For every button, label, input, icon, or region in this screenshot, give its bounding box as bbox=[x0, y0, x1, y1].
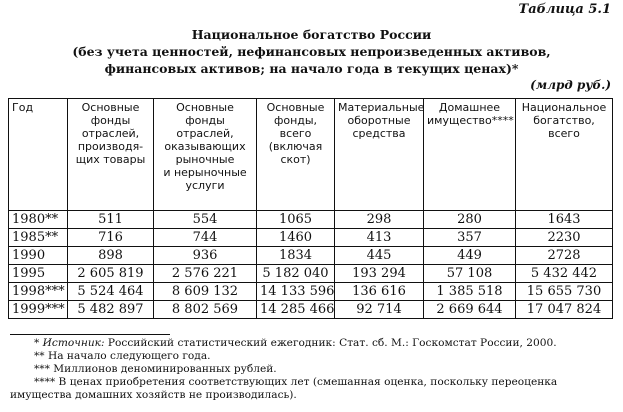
year-cell: 1999*** bbox=[9, 301, 68, 319]
header-production-funds: Основные фонды отраслей, производя- щих товары bbox=[68, 99, 154, 211]
value-cell: 2230 bbox=[516, 229, 613, 247]
footnotes bbox=[10, 337, 615, 402]
value-cell: 5 524 464 bbox=[68, 283, 154, 301]
value-cell: 936 bbox=[154, 247, 257, 265]
table-row bbox=[9, 283, 613, 301]
value-cell: 1834 bbox=[257, 247, 335, 265]
value-cell: 445 bbox=[335, 247, 424, 265]
units-label: (млрд руб.) bbox=[530, 78, 611, 92]
value-cell: 2 669 644 bbox=[424, 301, 516, 319]
year-cell: 1998*** bbox=[9, 283, 68, 301]
value-cell: 17 047 824 bbox=[516, 301, 613, 319]
year-cell: 1985** bbox=[9, 229, 68, 247]
header-year: Год bbox=[9, 99, 68, 211]
year-cell: 1990 bbox=[9, 247, 68, 265]
value-cell: 716 bbox=[68, 229, 154, 247]
value-cell: 57 108 bbox=[424, 265, 516, 283]
value-cell: 5 432 442 bbox=[516, 265, 613, 283]
value-cell: 136 616 bbox=[335, 283, 424, 301]
table-title bbox=[0, 26, 623, 77]
footnote-prices-cont: имущества домашних хозяйств не производилась). bbox=[10, 389, 297, 401]
value-cell: 298 bbox=[335, 211, 424, 229]
value-cell: 1460 bbox=[257, 229, 335, 247]
footnote-prices: **** В ценах приобретения соответствующих лет (смешанная оценка, поскольку переоценка bbox=[34, 376, 558, 388]
value-cell: 8 802 569 bbox=[154, 301, 257, 319]
footnote-denominated: *** Миллионов деноминированных рублей. bbox=[34, 363, 277, 375]
value-cell: 193 294 bbox=[335, 265, 424, 283]
wealth-table bbox=[8, 98, 613, 319]
value-cell: 1065 bbox=[257, 211, 335, 229]
value-cell: 511 bbox=[68, 211, 154, 229]
value-cell: 2 605 819 bbox=[68, 265, 154, 283]
value-cell: 449 bbox=[424, 247, 516, 265]
year-cell: 1980** bbox=[9, 211, 68, 229]
table-row bbox=[9, 229, 613, 247]
table-row bbox=[9, 247, 613, 265]
footnote-next-year: ** На начало следующего года. bbox=[34, 350, 211, 362]
value-cell: 744 bbox=[154, 229, 257, 247]
title-line: Национальное богатство России bbox=[191, 27, 432, 42]
value-cell: 1643 bbox=[516, 211, 613, 229]
value-cell: 2728 bbox=[516, 247, 613, 265]
title-line: финансовых активов; на начало года в текущих ценах)* bbox=[104, 61, 519, 76]
value-cell: 8 609 132 bbox=[154, 283, 257, 301]
value-cell: 1 385 518 bbox=[424, 283, 516, 301]
header-household-property: Домашнее имущество**** bbox=[424, 99, 516, 211]
header-services-funds: Основные фонды отраслей, оказывающих рыночные и нерыночные услуги bbox=[154, 99, 257, 211]
value-cell: 14 133 596 bbox=[257, 283, 335, 301]
table-number: Таблица 5.1 bbox=[518, 2, 611, 17]
value-cell: 413 bbox=[335, 229, 424, 247]
value-cell: 5 482 897 bbox=[68, 301, 154, 319]
year-cell: 1995 bbox=[9, 265, 68, 283]
value-cell: 280 bbox=[424, 211, 516, 229]
value-cell: 898 bbox=[68, 247, 154, 265]
footnote-divider bbox=[10, 334, 170, 335]
table-row bbox=[9, 211, 613, 229]
value-cell: 5 182 040 bbox=[257, 265, 335, 283]
table-row bbox=[9, 301, 613, 319]
value-cell: 15 655 730 bbox=[516, 283, 613, 301]
footnote-source: * Источник: Российский статистический ежегодник: Стат. сб. М.: Госкомстат России, 2000. bbox=[34, 337, 557, 349]
header-national-wealth: Национальное богатство, всего bbox=[516, 99, 613, 211]
footnote-source-label: Источник: bbox=[42, 337, 105, 349]
table-row bbox=[9, 265, 613, 283]
title-line: (без учета ценностей, нефинансовых непроизведенных активов, bbox=[72, 44, 551, 59]
value-cell: 14 285 466 bbox=[257, 301, 335, 319]
value-cell: 92 714 bbox=[335, 301, 424, 319]
header-total-funds: Основные фонды, всего (включая скот) bbox=[257, 99, 335, 211]
header-row bbox=[9, 99, 613, 211]
value-cell: 554 bbox=[154, 211, 257, 229]
value-cell: 2 576 221 bbox=[154, 265, 257, 283]
value-cell: 357 bbox=[424, 229, 516, 247]
header-working-capital: Материальные оборотные средства bbox=[335, 99, 424, 211]
